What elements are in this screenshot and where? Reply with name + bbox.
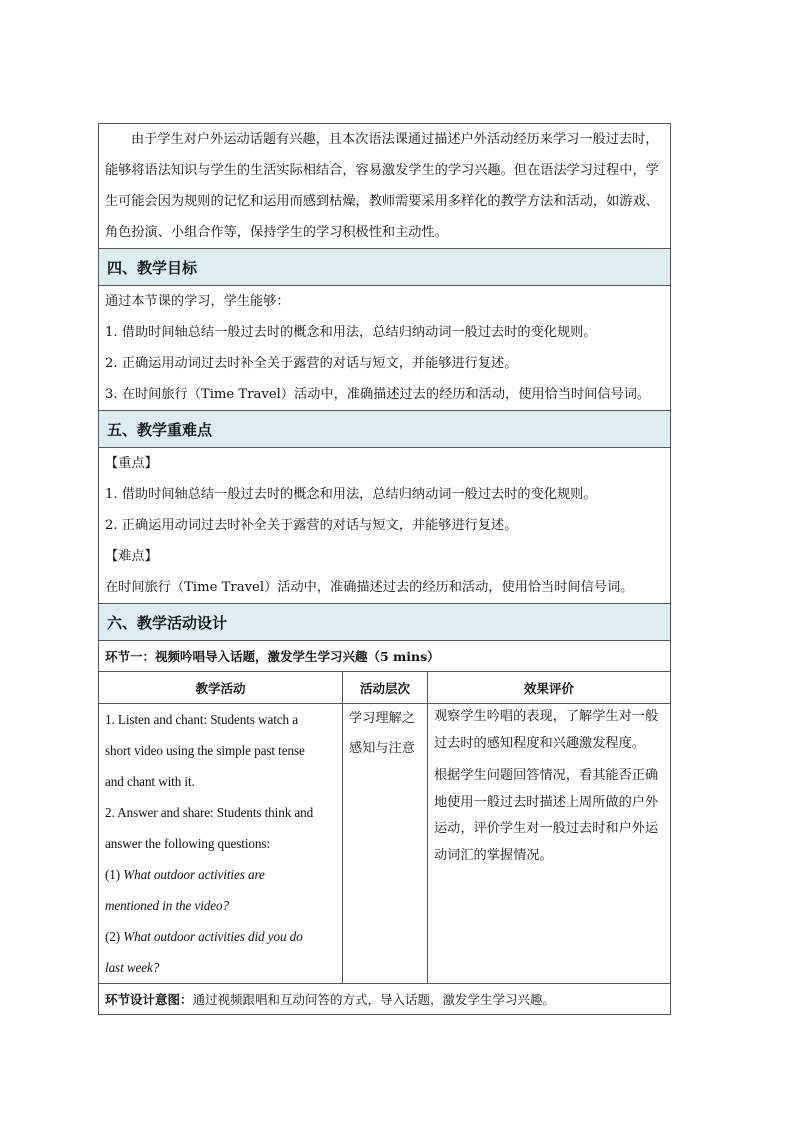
activity-line: short video using the simple past tense [105,743,305,758]
level-line: 学习理解之 [349,711,415,726]
section6-header-row [99,604,671,641]
intent-cell [99,984,671,1015]
activity-line: and chant with it. [105,774,195,789]
activity-cell [99,704,343,984]
section5-body-row [99,448,671,604]
question-number: (2) [105,929,124,944]
question-line [105,952,336,983]
objective-item: 1. 借助时间轴总结一般过去时的概念和用法，总结归纳动词一般过去时的变化规则。 [105,325,597,340]
key-point-item: 1. 借助时间轴总结一般过去时的概念和用法，总结归纳动词一般过去时的变化规则。 [105,487,597,502]
step1-title: 环节一：视频吟唱导入话题，激发学生学习兴趣（5 mins） [99,641,671,672]
evaluation-cell [428,704,671,984]
section5-body [99,448,671,604]
question-text: last week? [105,960,160,975]
intro-row [99,124,671,249]
column-header-row [99,672,671,704]
activity-line: 2. Answer and share: Students think and [105,805,314,820]
section4-header-row [99,249,671,286]
objective-intro: 通过本节课的学习，学生能够： [105,294,290,309]
lesson-plan-table [98,123,671,1015]
section4-body-row [99,286,671,411]
evaluation-paragraph: 根据学生问题回答情况，看其能否正确地使用一般过去时描述上周所做的户外运动，评价学生对一般过去时和户外运动词汇的掌握情况。 [434,768,659,863]
level-line: 感知与注意 [349,741,415,756]
question-text: mentioned in the video? [105,898,230,913]
objective-item: 2. 正确运用动词过去时补全关于露营的对话与短文，并能够进行复述。 [105,356,518,371]
intent-text: 通过视频跟唱和互动问答的方式，导入话题，激发学生学习兴趣。 [192,992,556,1007]
column-header-level: 活动层次 [343,672,428,704]
step1-row [99,641,671,672]
question-line [105,859,336,890]
section6-title: 六、教学活动设计 [99,604,671,641]
intent-row [99,984,671,1015]
activity-line: 1. Listen and chant: Students watch a [105,712,298,727]
activity-row [99,704,671,984]
question-line [105,890,336,921]
section5-header-row [99,411,671,448]
question-text: What outdoor activities did you do [123,929,303,944]
activity-line: answer the following questions: [105,836,271,851]
level-cell [343,704,428,984]
section5-title: 五、教学重难点 [99,411,671,448]
difficult-point-item: 在时间旅行（Time Travel）活动中，准确描述过去的经历和活动，使用恰当时间信号词。 [105,580,634,595]
column-header-activity: 教学活动 [99,672,343,704]
intro-paragraph: 由于学生对户外运动话题有兴趣，且本次语法课通过描述户外活动经历来学习一般过去时，能够将语法知识与学生的生活实际相结合，容易激发学生的学习兴趣。但在语法学习过程中，学生可能会因为规则的记忆和运用而感到枯燥，教师需要采用多样化的教学方法和活动，如游戏、角色扮演、小组合作等，保持学生的学习积极性和主动性。 [99,124,671,249]
intent-label: 环节设计意图： [105,992,193,1007]
evaluation-paragraph: 观察学生吟唱的表现，了解学生对一般过去时的感知程度和兴趣激发程度。 [434,709,659,751]
key-point-item: 2. 正确运用动词过去时补全关于露营的对话与短文，并能够进行复述。 [105,518,518,533]
question-text: What outdoor activities are [123,867,265,882]
question-number: (1) [105,867,124,882]
difficult-points-label: 【难点】 [105,549,158,564]
section4-body [99,286,671,411]
column-header-evaluation: 效果评价 [428,672,671,704]
objective-item: 3. 在时间旅行（Time Travel）活动中，准确描述过去的经历和活动，使用恰当时间信号词。 [105,387,651,402]
section4-title: 四、教学目标 [99,249,671,286]
question-line [105,921,336,952]
key-points-label: 【重点】 [105,456,158,471]
